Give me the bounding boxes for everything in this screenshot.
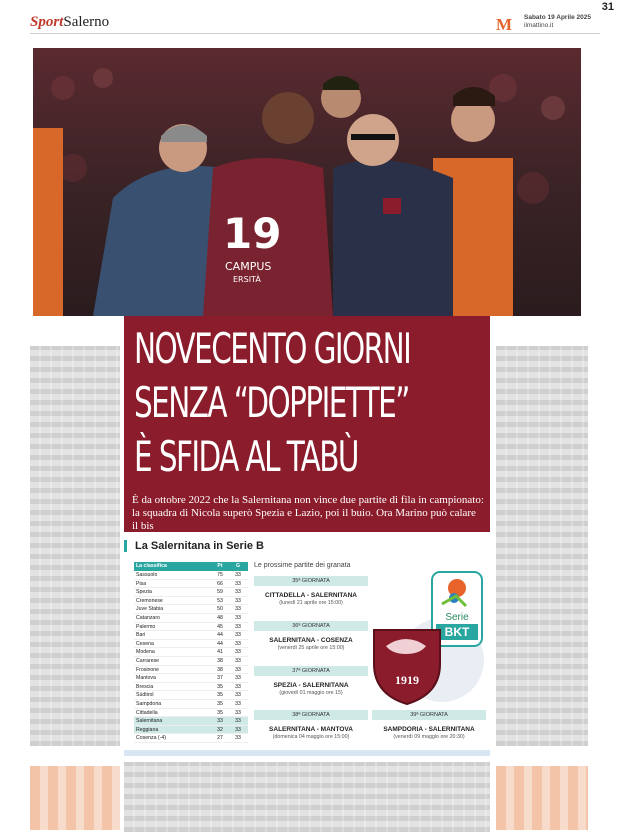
table-row: Modena 41 33 <box>134 648 248 657</box>
svg-text:ERSITÀ: ERSITÀ <box>233 275 261 284</box>
blurred-column-left <box>30 346 120 746</box>
table-row: Carrarese 38 33 <box>134 657 248 666</box>
table-row: Cremonese 53 33 <box>134 597 248 606</box>
infographic-bottom-rule <box>124 750 490 756</box>
table-row: Salernitana 33 33 <box>134 717 248 726</box>
svg-text:BKT: BKT <box>444 625 470 639</box>
page-header <box>30 10 600 34</box>
header-date: Sabato 19 Aprile 2025 ilmattino.it <box>524 14 591 29</box>
celebration-photo-image <box>33 48 581 316</box>
jersey-number: 19 <box>223 209 282 258</box>
il-mattino-logo-icon: M <box>496 15 513 34</box>
table-row: Cittadella 35 33 <box>134 709 248 718</box>
table-row: Reggiana 32 33 <box>134 726 248 735</box>
table-row: Mantova 37 33 <box>134 674 248 683</box>
table-row: Sampdoria 35 33 <box>134 700 248 709</box>
table-row: Cosenza (-4) 27 33 <box>134 734 248 743</box>
blurred-column-right <box>496 346 588 746</box>
svg-text:CAMPUS: CAMPUS <box>225 260 272 273</box>
table-row: Südtirol 35 33 <box>134 691 248 700</box>
table-row: Bari 44 33 <box>134 631 248 640</box>
standings-header: La classifica Pt G <box>134 562 248 571</box>
table-row: Juve Stabia 50 33 <box>134 605 248 614</box>
match-card: 38ª GIORNATA SALERNITANA - MANTOVA (domenica 04 maggio ore 15:00) <box>254 710 368 740</box>
table-row: Frosinone 38 33 <box>134 666 248 675</box>
match-card: 39ª GIORNATA SAMPDORIA - SALERNITANA (venerdì 09 maggio ore 20:30) <box>372 710 486 740</box>
blurred-text-bottom <box>124 762 490 832</box>
table-row: Catanzaro 48 33 <box>134 614 248 623</box>
logos-graphic <box>372 570 488 706</box>
headline-line-3: È SFIDA AL TABÙ <box>134 432 358 481</box>
match-card: 37ª GIORNATA SPEZIA - SALERNITANA (giovedì 01 maggio ore 15) <box>254 666 368 696</box>
headline-line-2: SENZA “DOPPIETTE” <box>134 378 409 427</box>
match-card: 36ª GIORNATA SALERNITANA - COSENZA (venerdì 25 aprile ore 15:00) <box>254 621 368 651</box>
svg-text:Serie: Serie <box>445 612 469 623</box>
hero-photo <box>33 48 581 316</box>
table-row: Brescia 35 33 <box>134 683 248 692</box>
blurred-ad-left <box>30 766 120 830</box>
upcoming-matches-title: Le prossime partite dei granata <box>254 562 351 569</box>
section-brand: SportSalerno <box>30 14 110 30</box>
match-card: 35ª GIORNATA CITTADELLA - SALERNITANA (lunedì 21 aprile ore 15:00) <box>254 576 368 606</box>
table-row: Cesena 44 33 <box>134 640 248 649</box>
page-number: 31 <box>601 1 614 13</box>
headline-box <box>124 316 490 532</box>
blurred-ad-right <box>496 766 588 830</box>
standings-table <box>134 562 248 743</box>
table-row: Pisa 66 33 <box>134 580 248 589</box>
table-row: Sassuolo 75 33 <box>134 571 248 580</box>
table-row: Palermo 45 33 <box>134 623 248 632</box>
infographic-title: La Salernitana in Serie B <box>124 540 264 552</box>
svg-text:1919: 1919 <box>395 673 419 687</box>
headline-line-1: NOVECENTO GIORNI <box>134 324 411 373</box>
table-row: Spezia 59 33 <box>134 588 248 597</box>
infographic-box <box>124 536 490 754</box>
subheadline: È da ottobre 2022 che la Salernitana non vince due partite di fila in campionato: la squadra di Nicola superò Spezia e Lazio, poi il buio. Ora Marino può calare il bis <box>132 494 484 532</box>
